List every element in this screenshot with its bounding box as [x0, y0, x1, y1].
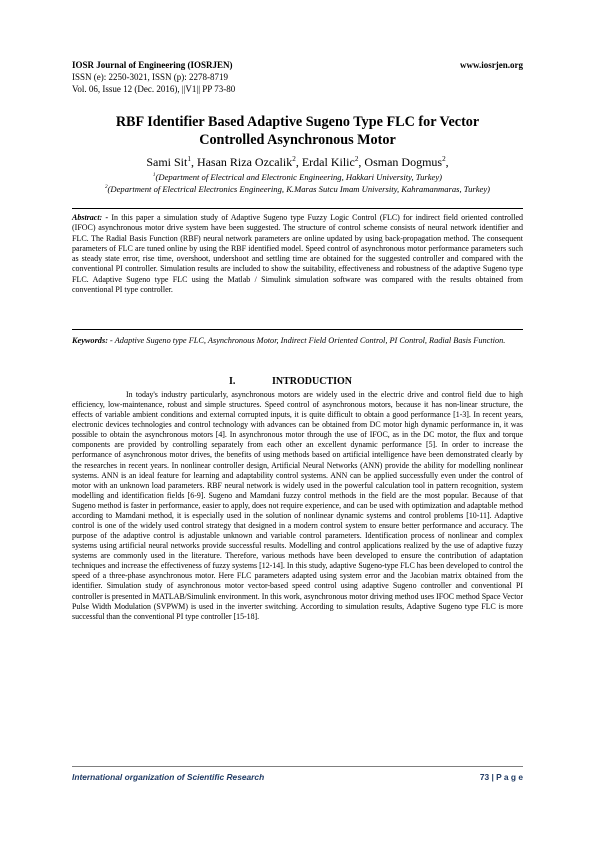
footer-organization: International organization of Scientific Research: [72, 772, 265, 782]
paper-title: [72, 113, 523, 149]
journal-name: IOSR Journal of Engineering (IOSRJEN): [72, 60, 233, 70]
title-line-1: RBF Identifier Based Adaptive Sugeno Type FLC for Vector: [115, 114, 480, 130]
abstract-label: Abstract: -: [72, 213, 109, 222]
affiliation-text: (Department of Electrical and Electronic Engineering, Hakkari University, Turkey): [155, 172, 443, 182]
author-separator: ,: [358, 155, 365, 169]
section-number: I.: [229, 376, 236, 387]
author-name: Erdal Kilic: [301, 155, 355, 169]
running-header: [72, 59, 523, 71]
page-number: 73 | P a g e: [479, 772, 523, 782]
journal-website-link[interactable]: www.iosrjen.org: [460, 60, 523, 70]
author-affiliation-mark: 2: [292, 155, 296, 163]
abstract: [72, 213, 523, 295]
introduction-body: [72, 390, 523, 622]
author: [364, 155, 448, 169]
section-heading: [72, 376, 523, 388]
volume-line: Vol. 06, Issue 12 (Dec. 2016), ||V1|| PP 73-80: [72, 84, 236, 94]
affiliation-1: [60, 172, 535, 183]
issn-line: ISSN (e): 2250-3021, ISSN (p): 2278-8719: [72, 72, 228, 82]
page-footer: [72, 770, 523, 784]
author-separator: ,: [295, 155, 302, 169]
keywords-text: Adaptive Sugeno type FLC, Asynchronous Motor, Indirect Field Oriented Control, PI Control, Radial Basis Function.: [114, 336, 506, 345]
author-name: Osman Dogmus: [364, 155, 443, 169]
affiliation-mark: 1: [152, 172, 156, 179]
author-separator: ,: [190, 155, 197, 169]
affiliation-text: (Department of Electrical Electronics Engineering, K.Maras Sutcu Imam University, Kahramanmaras, Turkey): [107, 184, 491, 194]
author-affiliation-mark: 1: [187, 155, 191, 163]
author: [146, 155, 197, 169]
author-name: Hasan Riza Ozcalik: [196, 155, 293, 169]
abstract-bottom-rule: [72, 329, 523, 330]
body-paragraph: In today's industry particularly, asynchronous motors are widely used in the electric drive and control field due to high efficiency, low-maintenance, robust and simple structures. Speed control of asynchronous motors, because it has non-linear structure, the effects of variable ambient conditions and external corrupted inputs, it is quite difficult to obtain a good performance [1-3]. In recent years, electronic devices technologies and control technology with advances can be obtained from DC motor high dynamic performance in, it was possible to obtain the asynchronous motors [4]. In asynchronous motor through the use of IFOC, as in the DC motor, the flux and torque components are provided by controlling separately from each other an excellent dynamic performance [5]. In order to increase the performance of asynchronous motor drives, the benefits of using methods based on artificial intelligence have been demonstrated clearly by the researches in recent years. In nonlinear controller design, Artificial Neural Networks (ANN) provide the ability for modelling nonlinear systems. ANN is an ideal feature for learning and adaptability control systems. ANN can be applied successfully even under the control of motor with an unknown load parameters. RBF neural network is widely used in the powerful calculation tool in pattern recognition, system modelling and identification fields [6-9]. Sugeno and Mamdani fuzzy control methods in the field are the most popular. Because of that Sugeno method is faster in performance, easier to apply, does not require experience, and can be used with optimization and adaptable method according to Mamdani method, it is especially used in the solution of nonlinear dynamic systems and control problems [10-11]. Adaptive control is one of the widely used control strategy that designed in a modern control system to ensure better performance and accuracy. The purpose of the adaptive control is adjustable unknown and variable control parameters. Identification process of nonlinear and complex systems using artificial neural networks provide successful results. Modelling and control applications realized by the use of adaptive fuzzy systems are commonly used in the literature. Therefore, various methods have been developed to ensure the contribution of adaptation techniques and increase the effectiveness of fuzzy systems [12-14]. In this study, adaptive Sugeno-type FLC has been developed to control the speed of a three-phase asynchronous motor. Here FLC parameters adapted using system error and the Jacobian matrix obtained from the identifier. Simulation study of asynchronous motor vector-based speed control using adaptive Sugeno controller and conventional PI controller is presented in MATLAB/Simulink environment. In this work, asynchronous motor driving method uses IFOC method Space Vector Pulse Width Modulation (SVPWM) is used in the inverter switching. According to simulation results, Adaptive Sugeno type FLC is more successful than the conventional PI type controller [15-18].: [72, 390, 523, 621]
affiliation-2: [60, 184, 535, 195]
section-title: INTRODUCTION: [272, 376, 353, 387]
title-line-2: Controlled Asynchronous Motor: [199, 132, 396, 148]
author-separator: ,: [445, 155, 449, 169]
footer-rule: [72, 766, 523, 767]
affiliation-mark: 2: [104, 184, 108, 191]
keywords-label: Keywords: -: [72, 336, 113, 345]
abstract-text: In this paper a simulation study of Adaptive Sugeno type Fuzzy Logic Control (FLC) for indirect field oriented controlled (IFOC) asynchronous motor drive system have been suggested. The structure of control scheme consists of neural network identifier and FLC. The Radial Basis Function (RBF) neural network parameters are online updated by using back-propagation method. The consequent parameters of FLC are tuned online by using the RBF identified model. Speed control of asynchronous motor performance parameters such as steady state error, rise time, overshoot, undershoot and settling time are obtained for the suggested controller and compared with the conventional PI controller. Simulation results are included to show the suitability, effectiveness and robustness of the adaptive Sugeno type FLC. Adaptive Sugeno type FLC using the Matlab / Simulink simulation software was compared with the results obtained from conventional PI type controller.: [72, 213, 524, 295]
author-list: [72, 155, 523, 169]
author: [302, 155, 365, 169]
abstract-top-rule: [72, 208, 523, 209]
author-affiliation-mark: 2: [354, 155, 359, 163]
author-name: Sami Sit: [146, 155, 188, 169]
author: [197, 155, 302, 169]
keywords: [72, 335, 523, 346]
author-affiliation-mark: 2: [442, 155, 446, 163]
